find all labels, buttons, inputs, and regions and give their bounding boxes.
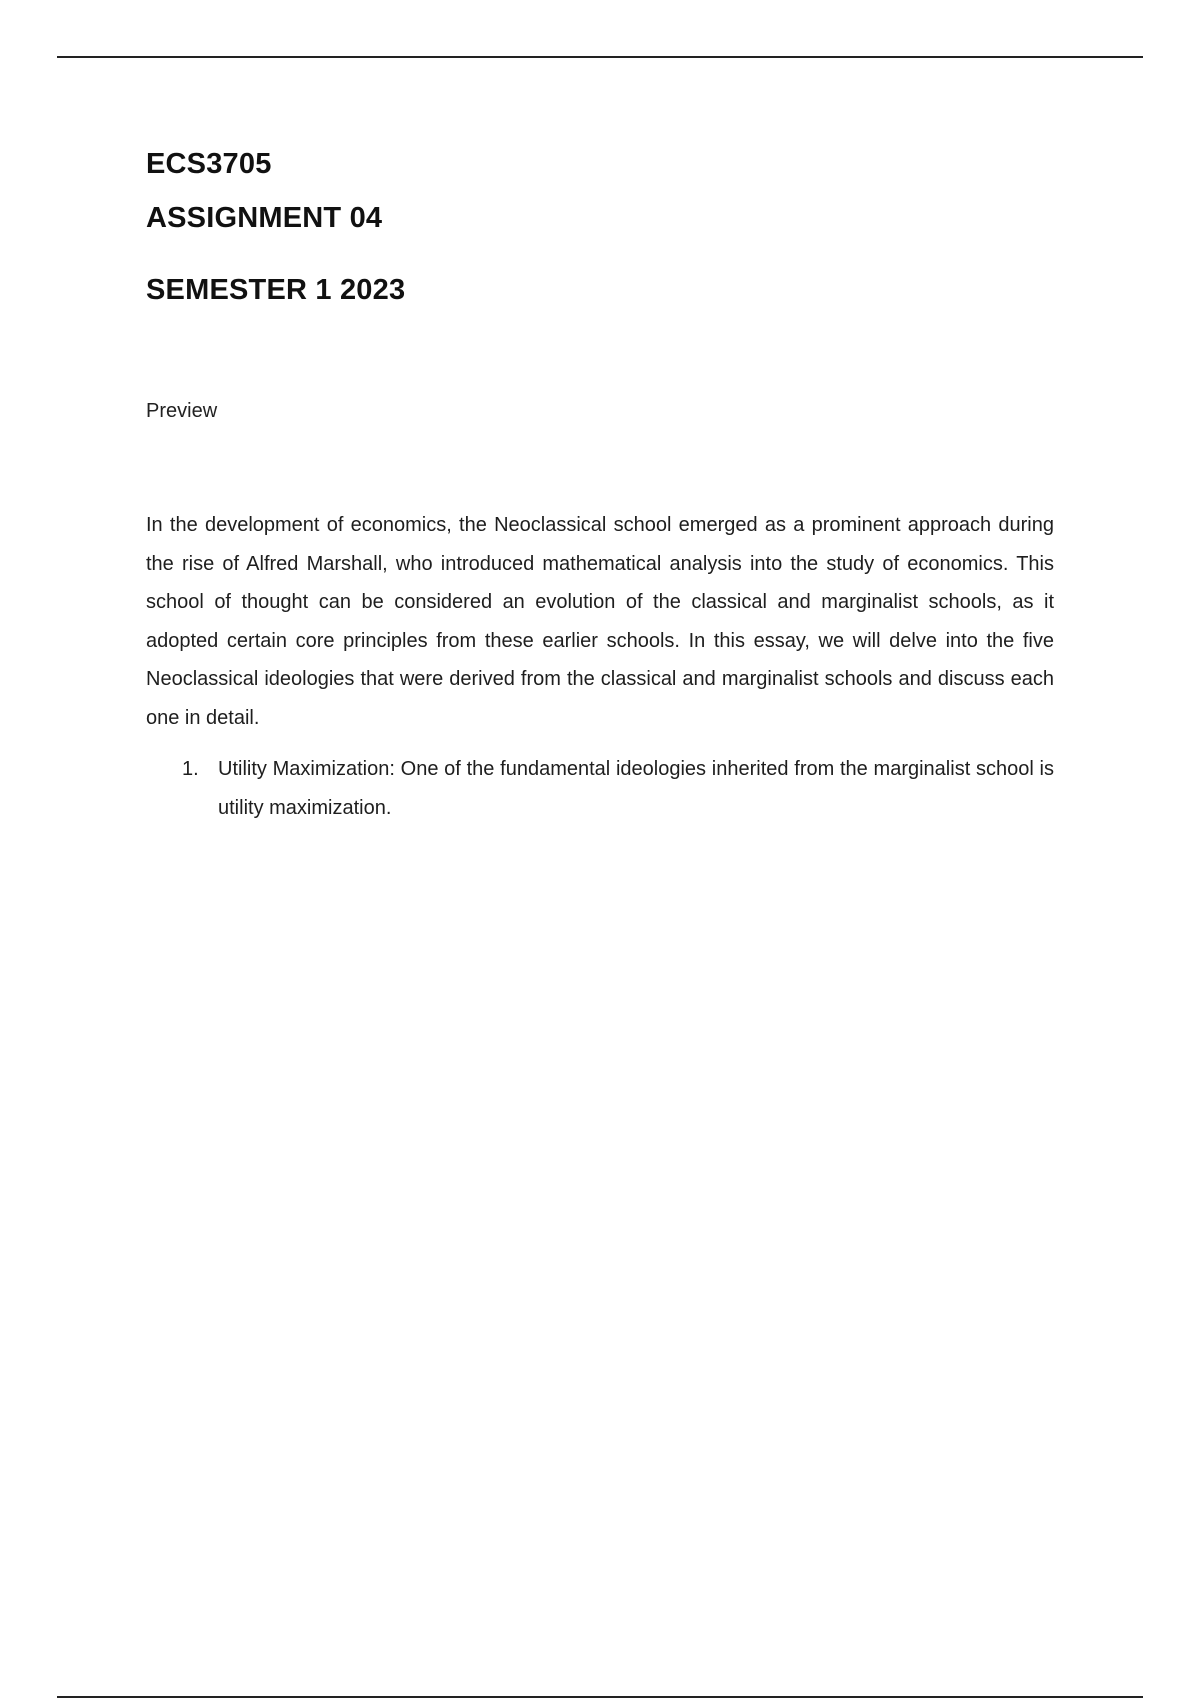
assignment-heading: ASSIGNMENT 04 <box>146 202 383 234</box>
list-item-number: 1. <box>182 758 199 780</box>
bottom-rule <box>57 1696 1143 1698</box>
ideologies-list <box>146 750 1054 827</box>
preview-label: Preview <box>146 400 218 422</box>
course-code-heading: ECS3705 <box>146 148 272 180</box>
semester-heading: SEMESTER 1 2023 <box>146 274 406 306</box>
top-rule <box>57 56 1143 58</box>
list-item <box>146 750 1054 827</box>
intro-paragraph: In the development of economics, the Neoclassical school emerged as a prominent approach during the rise of Alfred Marshall, who introduced mathematical analysis into the study of economics. This school of thought can be considered an evolution of the classical and marginalist schools, as it adopted certain core principles from these earlier schools. In this essay, we will delve into the five Neoclassical ideologies that were derived from the classical and marginalist schools and discuss each one in detail. <box>146 514 1054 729</box>
list-item-text: Utility Maximization: One of the fundamental ideologies inherited from the marginalist school is utility maximization. <box>218 758 1054 819</box>
